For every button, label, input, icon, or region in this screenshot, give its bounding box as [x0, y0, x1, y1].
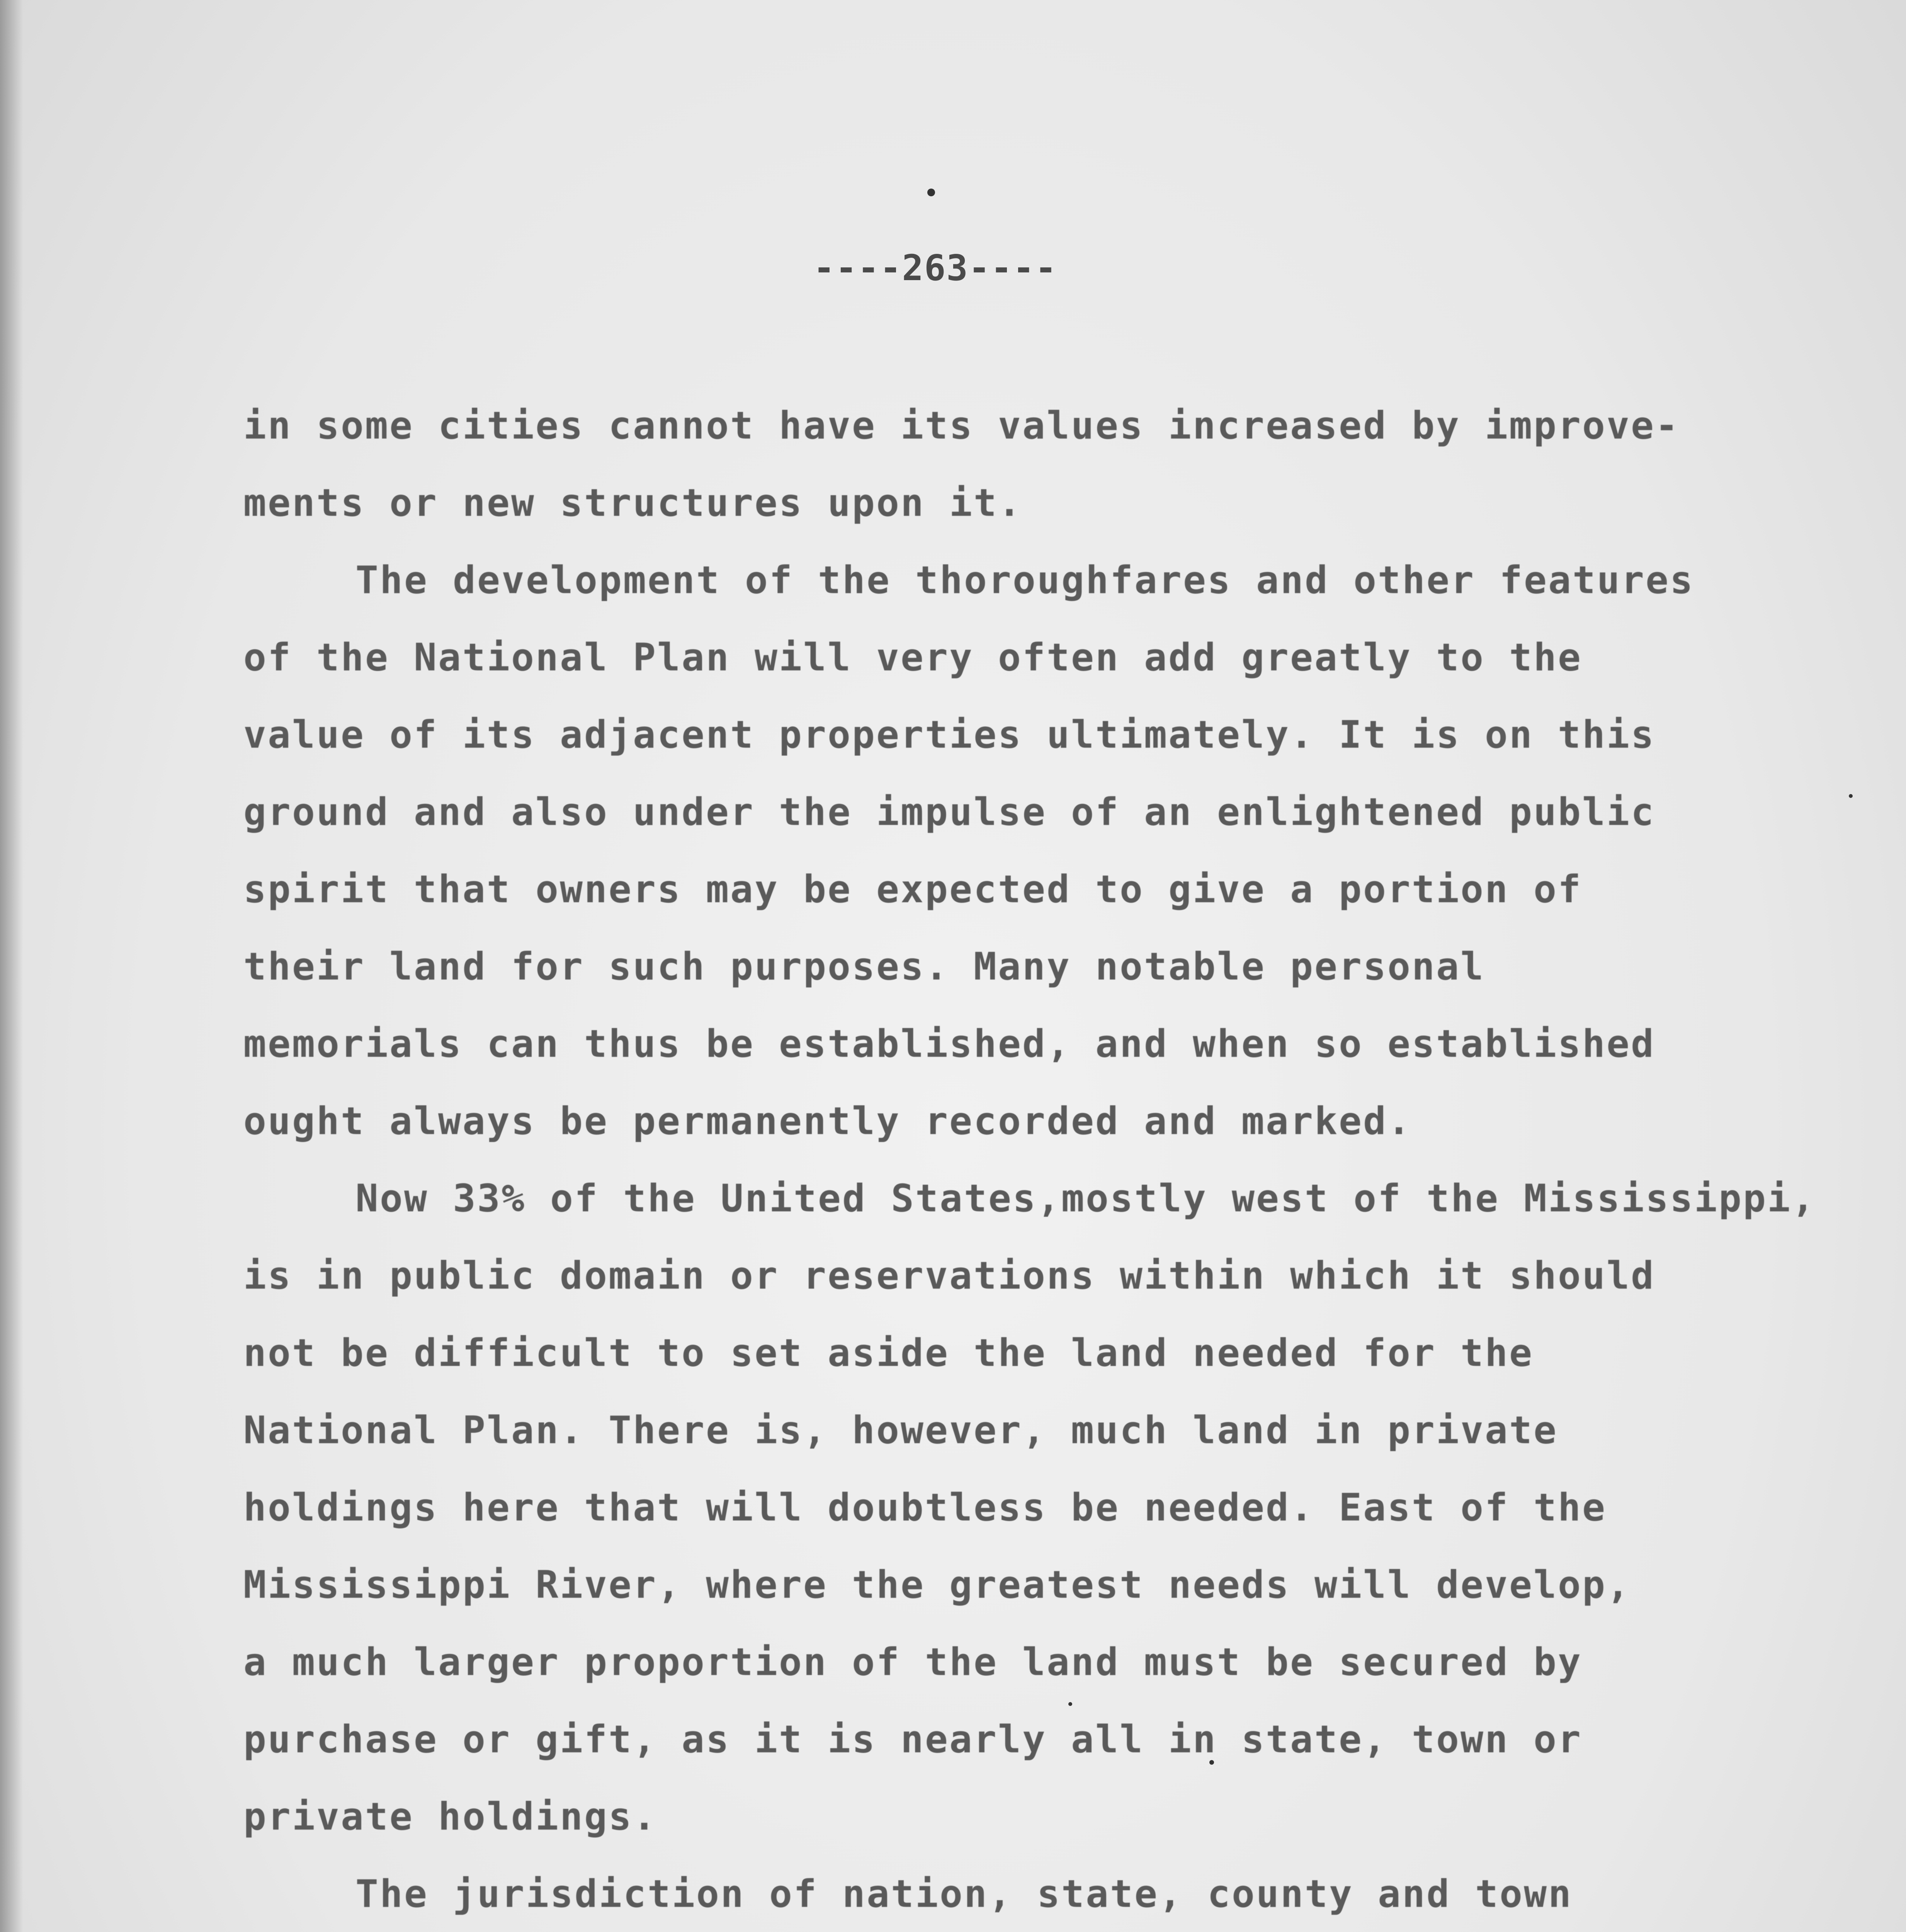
text-line-15: holdings here that will doubtless be needed. East of the	[243, 1486, 1607, 1530]
ink-speck	[1068, 1702, 1072, 1706]
text-line-12: is in public domain or reservations within which it should	[243, 1254, 1656, 1298]
text-line-2: ments or new structures upon it.	[243, 481, 1023, 525]
text-line-14: National Plan. There is, however, much land in private	[243, 1408, 1558, 1452]
text-line-8: their land for such purposes. Many notable personal	[243, 945, 1485, 989]
text-line-3: The development of the thoroughfares and other features	[355, 558, 1695, 602]
text-line-9: memorials can thus be established, and when so established	[243, 1022, 1656, 1066]
page-number: ----263----	[813, 247, 1058, 289]
ink-speck	[1849, 794, 1853, 798]
text-line-16: Mississippi River, where the greatest needs will develop,	[243, 1563, 1631, 1607]
text-line-17: a much larger proportion of the land must be secured by	[243, 1640, 1583, 1684]
text-line-18: purchase or gift, as it is nearly all in state, town or	[243, 1718, 1583, 1762]
paper-left-edge-shadow	[0, 0, 23, 1932]
text-line-20: The jurisdiction of nation, state, county and town	[355, 1872, 1573, 1916]
text-line-7: spirit that owners may be expected to give a portion of	[243, 867, 1583, 912]
text-line-19: private holdings.	[243, 1795, 658, 1839]
text-line-5: value of its adjacent properties ultimately. It is on this	[243, 713, 1656, 757]
text-line-13: not be difficult to set aside the land needed for the	[243, 1331, 1534, 1375]
ink-speck	[927, 189, 935, 196]
text-line-4: of the National Plan will very often add greatly to the	[243, 636, 1583, 680]
text-line-6: ground and also under the impulse of an enlightened public	[243, 790, 1656, 834]
text-line-1: in some cities cannot have its values increased by improve-	[243, 404, 1680, 448]
text-line-10: ought always be permanently recorded and marked.	[243, 1099, 1412, 1143]
text-line-11: Now 33% of the United States,mostly west of the Mississippi,	[355, 1177, 1816, 1221]
